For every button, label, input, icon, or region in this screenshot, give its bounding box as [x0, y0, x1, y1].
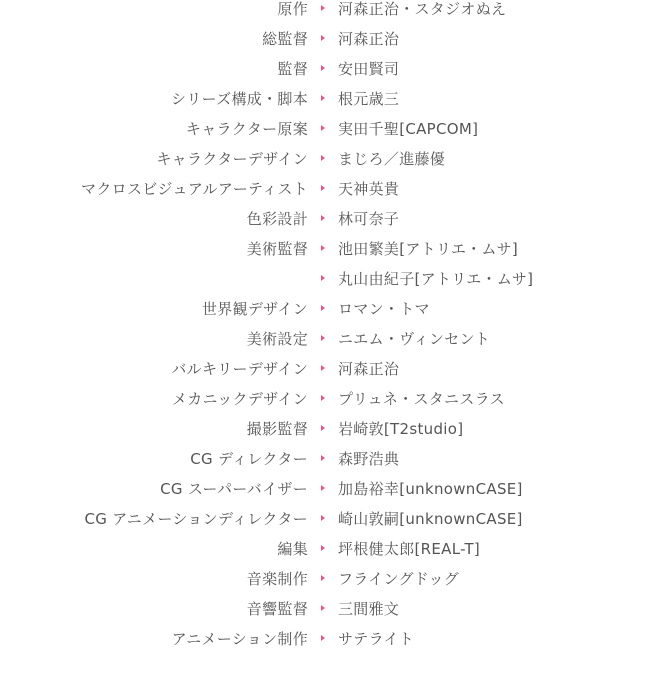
staff-role: 世界観デザイン [201, 299, 308, 318]
arrow-right-icon [308, 425, 338, 431]
staff-name: 実田千聖[CAPCOM] [338, 119, 479, 138]
arrow-right-icon [308, 35, 338, 41]
staff-name: 池田繁美[アトリエ・ムサ] [338, 239, 519, 258]
staff-role: バルキリーデザイン [171, 359, 308, 378]
staff-name: 河森正治 [338, 359, 400, 378]
arrow-right-icon [308, 455, 338, 461]
staff-row [0, 293, 650, 323]
staff-role: メカニックデザイン [171, 389, 308, 408]
staff-name: 坪根健太郎[REAL-T] [338, 539, 481, 558]
staff-name: フライングドッグ [338, 569, 460, 588]
staff-name: 岩崎敦[T2studio] [338, 419, 464, 438]
staff-role: 原作 [277, 0, 308, 18]
staff-row [0, 353, 650, 383]
arrow-right-icon [308, 485, 338, 491]
staff-name: 崎山敦嗣[unknownCASE] [338, 509, 523, 528]
arrow-right-icon [308, 605, 338, 611]
arrow-right-icon [308, 65, 338, 71]
staff-row [0, 263, 650, 293]
staff-role: 音楽制作 [246, 569, 308, 588]
staff-row [0, 533, 650, 563]
staff-row [0, 323, 650, 353]
staff-row [0, 113, 650, 143]
staff-name: プリュネ・スタニスラス [338, 389, 505, 408]
staff-row [0, 623, 650, 653]
arrow-right-icon [308, 365, 338, 371]
staff-row [0, 23, 650, 53]
staff-role: 撮影監督 [246, 419, 308, 438]
staff-row [0, 563, 650, 593]
arrow-right-icon [308, 395, 338, 401]
staff-role: シリーズ構成・脚本 [171, 89, 308, 108]
staff-role: 美術設定 [246, 329, 308, 348]
staff-row [0, 593, 650, 623]
arrow-right-icon [308, 215, 338, 221]
staff-name: まじろ／進藤優 [338, 149, 446, 168]
arrow-right-icon [308, 125, 338, 131]
staff-role: キャラクター原案 [185, 119, 308, 138]
arrow-right-icon [308, 575, 338, 581]
arrow-right-icon [308, 305, 338, 311]
arrow-right-icon [308, 335, 338, 341]
staff-role: 監督 [277, 59, 308, 78]
staff-name: ニエム・ヴィンセント [338, 329, 491, 348]
staff-role: キャラクターデザイン [156, 149, 308, 168]
staff-role: CG アニメーションディレクター [84, 509, 308, 528]
arrow-right-icon [308, 545, 338, 551]
staff-role: 総監督 [262, 29, 308, 48]
staff-role: マクロスビジュアルアーティスト [81, 179, 308, 198]
staff-row [0, 173, 650, 203]
staff-row [0, 413, 650, 443]
staff-name: ロマン・トマ [338, 299, 430, 318]
staff-role: CG ディレクター [190, 449, 308, 468]
staff-row [0, 143, 650, 173]
staff-role: 色彩設計 [246, 209, 308, 228]
staff-role: 美術監督 [246, 239, 308, 258]
arrow-right-icon [308, 635, 338, 641]
staff-role: CG スーパーバイザー [160, 479, 308, 498]
staff-name: 河森正治・スタジオぬえ [338, 0, 507, 18]
staff-row [0, 53, 650, 83]
staff-row [0, 0, 650, 23]
arrow-right-icon [308, 515, 338, 521]
staff-row [0, 473, 650, 503]
staff-row [0, 233, 650, 263]
staff-name: 安田賢司 [338, 59, 400, 78]
arrow-right-icon [308, 155, 338, 161]
staff-name: 河森正治 [338, 29, 400, 48]
staff-row [0, 443, 650, 473]
arrow-right-icon [308, 185, 338, 191]
staff-name: 森野浩典 [338, 449, 400, 468]
arrow-right-icon [308, 245, 338, 251]
staff-name: サテライト [338, 629, 415, 648]
arrow-right-icon [308, 275, 338, 281]
staff-row [0, 203, 650, 233]
staff-role: 編集 [277, 539, 308, 558]
staff-row [0, 503, 650, 533]
staff-name: 丸山由紀子[アトリエ・ムサ] [338, 269, 534, 288]
staff-row [0, 83, 650, 113]
staff-name: 三間雅文 [338, 599, 400, 618]
staff-name: 根元歳三 [338, 89, 400, 108]
staff-name: 天神英貴 [338, 179, 400, 198]
staff-row [0, 383, 650, 413]
arrow-right-icon [308, 95, 338, 101]
staff-name: 加島裕幸[unknownCASE] [338, 479, 523, 498]
staff-role: 音響監督 [246, 599, 308, 618]
arrow-right-icon [308, 5, 338, 11]
staff-name: 林可奈子 [338, 209, 400, 228]
staff-role: アニメーション制作 [171, 629, 308, 648]
